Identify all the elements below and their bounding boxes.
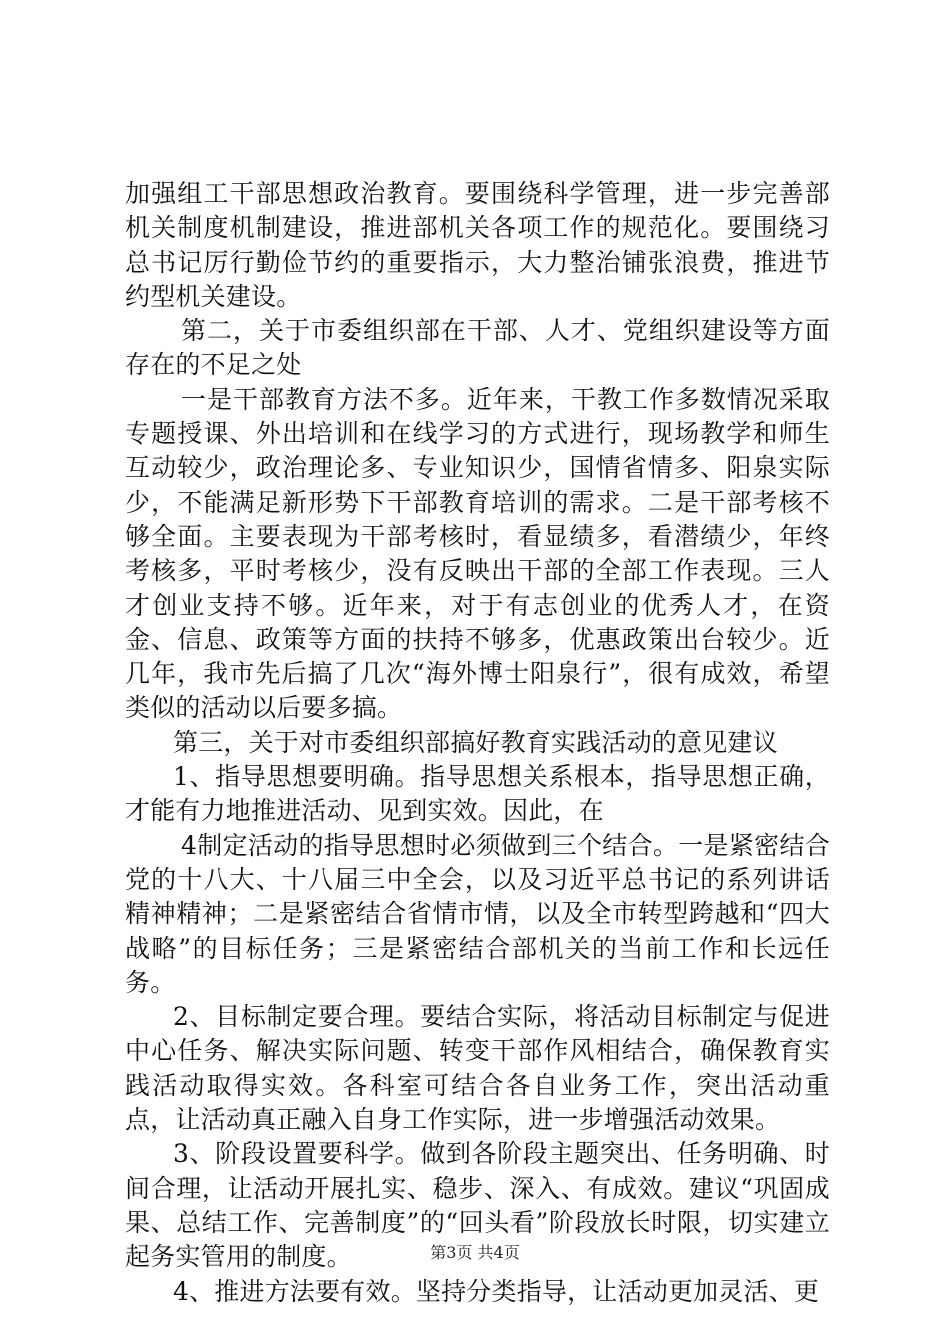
paragraph-point-1-continued: 4制定活动的指导思想时必须做到三个结合。一是紧密结合党的十八大、十八届三中全会，以及习近平总书记的系列讲话精神精神；二是紧密结合省情市情，以及全市转型跨越和“四大战略”的目标任务；三是紧密结合部机关的当前工作和长远任务。: [125, 830, 830, 997]
paragraph-point-1: 1、指导思想要明确。指导思想关系根本，指导思想正确，才能有力地推进活动、见到实效。因此，在: [125, 762, 830, 826]
page-number-footer: 第3页 共4页: [430, 1243, 520, 1262]
paragraph-shortcomings: 一是干部教育方法不多。近年来，干教工作多数情况采取专题授课、外出培训和在线学习的方式进行，现场教学和师生互动较少，政治理论多、专业知识少，国情省情多、阳泉实际少，不能满足新形势下干部教育培训的需求。二是干部考核不够全面。主要表现为干部考核时，看显绩多，看潜绩少，年终考核多，平时考核少，没有反映出干部的全部工作表现。三人才创业支持不够。近年来，对于有志创业的优秀人才，在资金、信息、政策等方面的扶持不够多，优惠政策出台较少。近几年，我市先后搞了几次“海外博士阳泉行”，很有成效，希望类似的活动以后要多搞。: [125, 384, 830, 723]
paragraph-point-3: 3、阶段设置要科学。做到各阶段主题突出、任务明确、时间合理，让活动开展扎实、稳步、深入、有成效。建议“巩固成果、总结工作、完善制度”的“回头看”阶段放长时限，切实建立起务实管用的制度。: [125, 1139, 830, 1272]
paragraph-intro: 加强组工干部思想政治教育。要围绕科学管理，进一步完善部机关制度机制建设，推进部机关各项工作的规范化。要围绕习总书记厉行勤俭节约的重要指示，大力整治铺张浪费，推进节约型机关建设。: [125, 179, 830, 311]
heading-second-section: 第二，关于市委组织部在干部、人才、党组织建设等方面存在的不足之处: [125, 316, 830, 380]
paragraph-point-2: 2、目标制定要合理。要结合实际，将活动目标制定与促进中心任务、解决实际问题、转变干部作风相结合，确保教育实践活动取得实效。各科室可结合各自业务工作，突出活动重点，让活动真正融入自身工作实际，进一步增强活动效果。: [125, 1002, 830, 1135]
paragraph-point-4: 4、推进方法要有效。坚持分类指导，让活动更加灵活、更: [173, 1276, 820, 1306]
heading-third-section: 第三，关于对市委组织部搞好教育实践活动的意见建议: [173, 727, 778, 757]
document-body: [125, 177, 830, 1309]
